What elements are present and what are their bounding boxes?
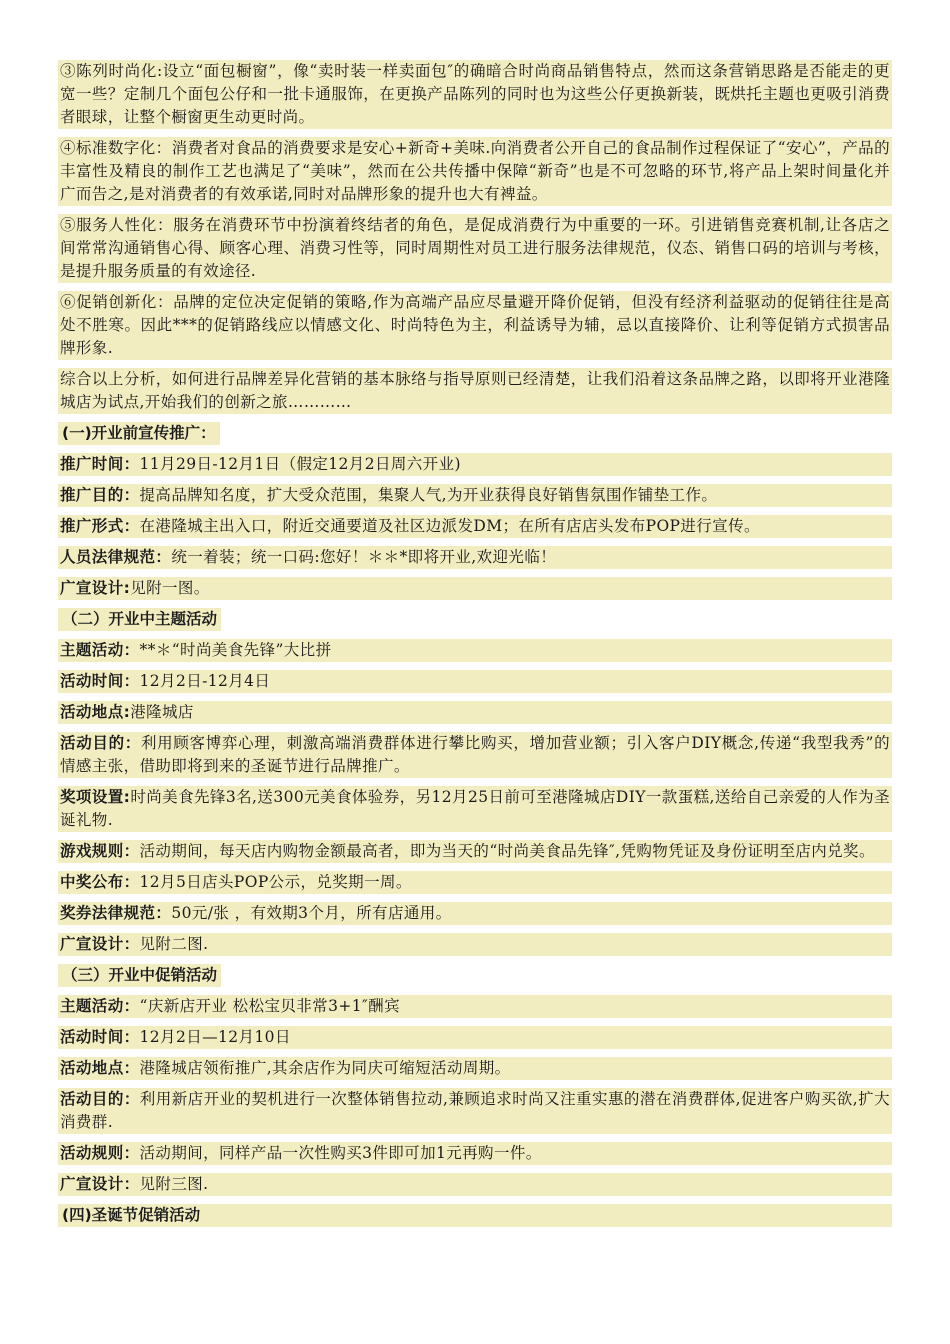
detail-key: 奖项设置:: [60, 788, 131, 806]
detail-row: [58, 639, 892, 662]
detail-key: 广宣设计：: [60, 1175, 140, 1193]
detail-row: [58, 484, 892, 507]
detail-value: 见附三图.: [139, 1175, 209, 1193]
detail-row: [58, 453, 892, 476]
detail-key: 活动规则：: [60, 1144, 140, 1162]
detail-key: 活动时间：: [60, 1028, 140, 1046]
detail-key: 推广时间：: [60, 455, 140, 473]
detail-key: 主题活动：: [60, 997, 140, 1015]
detail-row: [58, 1088, 892, 1134]
detail-key: 游戏规则：: [60, 842, 140, 860]
detail-row: [58, 732, 892, 778]
section-pre-opening: [58, 453, 892, 600]
detail-value: 港隆城店领衔推广,其余店作为同庆可缩短活动周期。: [139, 1059, 511, 1077]
detail-value: 见附一图。: [130, 579, 210, 597]
section-heading-opening-promotion: （三）开业中促销活动: [58, 964, 221, 987]
detail-key: 活动目的：: [60, 734, 141, 752]
detail-key: 推广形式：: [60, 517, 140, 535]
detail-value: 11月29日-12月1日（假定12月2日周六开业): [139, 455, 461, 473]
detail-row: [58, 995, 892, 1018]
detail-value: 统一着装；统一口码:您好！＊＊*即将开业,欢迎光临！: [171, 548, 557, 566]
detail-value: “庆新店开业 松松宝贝非常3+1″酬宾: [139, 997, 400, 1015]
detail-value: 50元/张 ，有效期3个月，所有店通用。: [171, 904, 452, 922]
detail-value: 利用新店开业的契机进行一次整体销售拉动,兼顾追求时尚又注重实惠的潜在消费群体,促进客户购买欲,扩大消费群.: [60, 1090, 890, 1131]
section-heading-pre-opening: (一)开业前宣传推广：: [58, 422, 220, 445]
detail-key: 人员法律规范：: [60, 548, 172, 566]
paragraph-service: ⑤服务人性化：服务在消费环节中扮演着终结者的角色，是促成消费行为中重要的一环。引进销售竞赛机制,让各店之间常常沟通销售心得、顾客心理、消费习性等，同时周期性对员工进行服务法律规范，仪态、销售口码的培训与考核，是提升服务质量的有效途径.: [58, 214, 892, 283]
detail-row: [58, 1057, 892, 1080]
detail-row: [58, 701, 892, 724]
detail-row: [58, 515, 892, 538]
section-heading-theme-activity: （二）开业中主题活动: [58, 608, 221, 631]
section-opening-promotion: [58, 995, 892, 1196]
document-page: [58, 60, 892, 1235]
paragraph-summary: 综合以上分析，如何进行品牌差异化营销的基本脉络与指导原则已经清楚，让我们沿着这条品牌之路，以即将开业港隆城店为试点,开始我们的创新之旅…………: [58, 368, 892, 414]
detail-row: [58, 577, 892, 600]
detail-value: 时尚美食先锋3名,送300元美食体验券，另12月25日前可至港隆城店DIY一款蛋糕,送给自己亲爱的人作为圣诞礼物.: [60, 788, 891, 829]
detail-key: 活动时间：: [60, 672, 140, 690]
section-heading-christmas: (四)圣诞节促销活动: [58, 1204, 892, 1227]
detail-key: 活动地点：: [60, 1059, 140, 1077]
detail-row: [58, 1026, 892, 1049]
detail-value: 在港隆城主出入口，附近交通要道及社区边派发DM；在所有店店头发布POP进行宣传。: [139, 517, 760, 535]
detail-key: 主题活动：: [60, 641, 140, 659]
detail-row: [58, 670, 892, 693]
detail-value: 12月2日-12月4日: [139, 672, 271, 690]
detail-key: 中奖公布：: [60, 873, 140, 891]
detail-key: 推广目的：: [60, 486, 140, 504]
detail-key: 奖券法律规范：: [60, 904, 172, 922]
detail-value: 活动期间，每天店内购物金额最高者，即为当天的“时尚美食品先锋″,凭购物凭证及身份证明至店内兑奖。: [139, 842, 875, 860]
detail-key: 活动目的：: [60, 1090, 140, 1108]
detail-value: 利用顾客博弈心理，刺激高端消费群体进行攀比购买，增加营业额；引入客户DIY概念,传递“我型我秀”的情感主张，借助即将到来的圣诞节进行品牌推广。: [60, 734, 890, 775]
paragraph-display: ③陈列时尚化:设立“面包橱窗”，像“卖时装一样卖面包″的确暗合时尚商品销售特点，然而这条营销思路是否能走的更宽一些？定制几个面包公仔和一批卡通服饰，在更换产品陈列的同时也为这些公仔更换新装，既烘托主题也更吸引消费者眼球，让整个橱窗更生动更时尚。: [58, 60, 892, 129]
detail-row: [58, 902, 892, 925]
detail-value: 提高品牌知名度，扩大受众范围，集聚人气,为开业获得良好销售氛围作铺垫工作。: [139, 486, 718, 504]
detail-row: [58, 1173, 892, 1196]
detail-row: [58, 933, 892, 956]
detail-value: **＊“时尚美食先锋”大比拼: [139, 641, 332, 659]
detail-key: 广宣设计：: [60, 935, 140, 953]
detail-row: [58, 786, 892, 832]
detail-value: 港隆城店: [130, 703, 194, 721]
detail-row: [58, 1142, 892, 1165]
detail-row: [58, 840, 892, 863]
detail-row: [58, 546, 892, 569]
detail-value: 见附二图.: [139, 935, 209, 953]
detail-key: 活动地点:: [60, 703, 131, 721]
paragraph-promotion: ⑥促销创新化：品牌的定位决定促销的策略,作为高端产品应尽量避开降价促销，但没有经济利益驱动的促销往往是高处不胜寒。因此***的促销路线应以情感文化、时尚特色为主，利益诱导为辅，忌以直接降价、让利等促销方式损害品牌形象.: [58, 291, 892, 360]
detail-value: 12月5日店头POP公示，兑奖期一周。: [139, 873, 412, 891]
detail-value: 12月2日—12月10日: [139, 1028, 291, 1046]
detail-key: 广宣设计:: [60, 579, 131, 597]
detail-value: 活动期间，同样产品一次性购买3件即可加1元再购一件。: [139, 1144, 542, 1162]
paragraph-standard: ④标准数字化：消费者对食品的消费要求是安心+新奇+美味.向消费者公开自己的食品制作过程保证了“安心”，产品的丰富性及精良的制作工艺也满足了“美味”，然而在公共传播中保障“新奇”也是不可忽略的环节,将产品上架时间量化并广而告之,是对消费者的有效承诺,同时对品牌形象的提升也大有裨益。: [58, 137, 892, 206]
detail-row: [58, 871, 892, 894]
section-theme-activity: [58, 639, 892, 956]
